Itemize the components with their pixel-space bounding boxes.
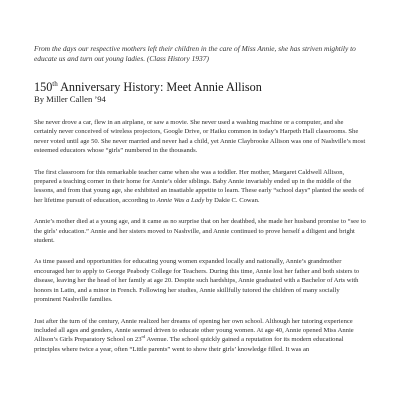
paragraph-2-text-end: by Dakie C. Cowan. bbox=[204, 196, 260, 204]
title-text: Anniversary History: Meet Annie Allison bbox=[57, 80, 262, 94]
paragraph-5-text-start: Just after the turn of the century, Annie realized her dreams of opening her own school. Although her tutoring experience included all ages and genders, Annie seemed driven to educate other young women. At age 40, Annie opened Miss Annie Allison’s Girls Preparatory School on 23 bbox=[34, 317, 354, 344]
paragraph-5 bbox=[34, 317, 366, 355]
paragraph-4: As time passed and opportunities for educating young women expanded locally and nationally, Annie’s grandmother encouraged her to apply to George Peabody College for Teachers. During this time, Annie lost her father and both sisters to disease, leaving her the head of her family at age 20. Despite such hardships, Annie graduated with a Bachelor of Arts with honors in Latin, and a minor in French. Following her studies, Annie skillfully tutored the children of many socially prominent Nashville families. bbox=[34, 258, 360, 304]
paragraph-3: Annie’s mother died at a young age, and it came as no surprise that on her deathbed, she made her husband promise to “see to the girls’ education.” Annie and her sisters moved to Nashville, and Annie continued to prove herself a diligent and bright student. bbox=[34, 218, 366, 245]
paragraph-2 bbox=[34, 168, 366, 206]
ordinal-suffix: rd bbox=[141, 334, 146, 340]
paragraph-5-text-end: Avenue. The school quickly gained a reputation for its modern educational principles where twice a year, often “Little parents” went to show their girls’ knowledge filled. It was an bbox=[34, 336, 344, 353]
paragraph-1: She never drove a car, flew in an airplane, or saw a movie. She never used a washing machine or a computer, and she certainly never conceived of wireless projectors, Google Drive, or Haiku common in today’s Harpeth Hall classrooms. She never voted until age 50. She never married and never had a child, yet Annie Claybrooke Allison was one of Nashville’s most esteemed educators whose “girls” numbered in the thousands. bbox=[34, 119, 366, 155]
article-title bbox=[34, 80, 366, 94]
author-byline: By Miller Callen ’94 bbox=[34, 94, 106, 104]
title-ordinal-number: 150 bbox=[34, 80, 53, 94]
paragraph-2-text-start: The first classroom for this remarkable teacher came when she was a toddler. Her mother, Margaret Caldwell Allison, prepared a teaching corner in their home for Annie’s older siblings. Baby Annie invariably ended up in the middle of the lessons, and from that young age, she exhibited an insatiable appetite to learn. These early “school days” planted the seeds of her lifetime pursuit of education, according to bbox=[34, 168, 365, 204]
epigraph-quote: From the days our respective mothers left their children in the care of Miss Annie, she has striven mightily to educate us and turn out young ladies. (Class History 1937) bbox=[34, 44, 356, 63]
book-title: Annie Was a Lady bbox=[156, 196, 205, 204]
title-ordinal-suffix: th bbox=[52, 79, 58, 88]
